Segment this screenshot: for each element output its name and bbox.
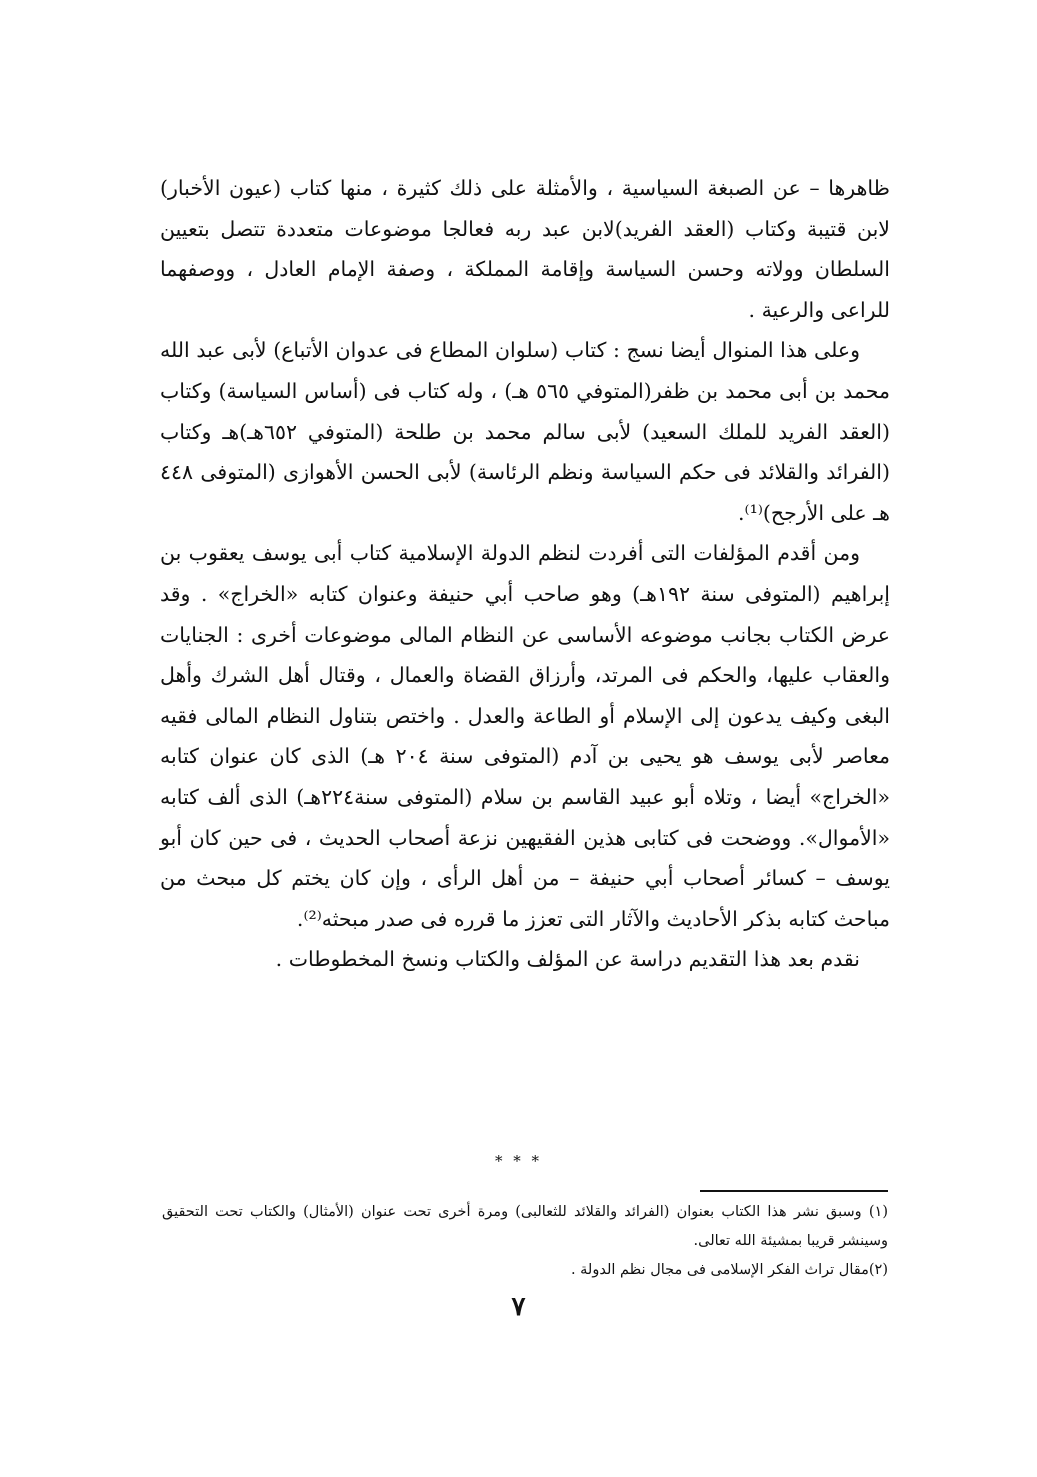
page-number: ٧ (511, 1292, 526, 1322)
footnotes (162, 1198, 888, 1285)
footnote-divider (700, 1190, 888, 1192)
paragraph-3: ومن أقدم المؤلفات التى أفردت لنظم الدولة الإسلامية كتاب أبى يوسف يعقوب بن إبراهيم (المتوفى سنة ١٩٢هـ) وهو صاحب أبي حنيفة وعنوان كتابه «الخراج» . وقد عرض الكتاب بجانب موضوعه الأساسى عن النظام المالى موضوعات أخرى : الجنايات والعقاب عليها، والحكم فى المرتد، وأرزاق القضاة والعمال ، وقتال أهل الشرك وأهل البغى وكيف يدعون إلى الإسلام أو الطاعة والعدل . واختص بتناول النظام المالى فقيه معاصر لأبى يوسف هو يحيى بن آدم (المتوفى سنة ٢٠٤ هـ) الذى كان عنوان كتابه «الخراج» أيضا ، وتلاه أبو عبيد القاسم بن سلام (المتوفى سنة٢٢٤هـ) الذى ألف كتابه «الأموال». ووضحت فى كتابى هذين الفقيهين نزعة أصحاب الحديث ، فى حين كان أبو يوسف – كسائر أصحاب أبي حنيفة – من أهل الرأى ، وإن كان يختم كل مبحث من مباحث كتابه بذكر الأحاديث والآثار التى تعزز ما قرره فى صدر مبحثه⁽²⁾. (160, 541, 890, 931)
paragraph-1: ظاهرها – عن الصبغة السياسية ، والأمثلة على ذلك كثيرة ، منها كتاب (عيون الأخبار) لابن قتيبة وكتاب (العقد الفريد)لابن عبد ربه فعالجا موضوعات متعددة تتصل بتعيين السلطان وولاته وحسن السياسة وإقامة المملكة ، وصفة الإمام العادل ، ووصفهما للراعى والرعية . (160, 176, 890, 322)
footnote-1: (١) وسبق نشر هذا الكتاب بعنوان (الفرائد والقلائد للثعالبى) ومرة أخرى تحت عنوان (الأمثال) والكتاب تحت التحقيق وسينشر قريبا بمشيئة الله تعالى. (162, 1204, 888, 1249)
section-separator: * * * (494, 1152, 543, 1170)
main-text (160, 168, 890, 980)
paragraph-2: وعلى هذا المنوال أيضا نسج : كتاب (سلوان المطاع فى عدوان الأتباع) لأبى عبد الله محمد بن أبى محمد بن ظفر(المتوفي ٥٦٥ هـ) ، وله كتاب فى (أساس السياسة) وكتاب (العقد الفريد للملك السعيد) لأبى سالم محمد بن طلحة (المتوفي ٦٥٢هـ)هـ وكتاب (الفرائد والقلائد فى حكم السياسة ونظم الرئاسة) لأبى الحسن الأهوازى (المتوفى ٤٤٨ هـ على الأرجح)⁽¹⁾. (160, 338, 890, 525)
closing-paragraph: نقدم بعد هذا التقديم دراسة عن المؤلف والكتاب ونسخ المخطوطات . (275, 947, 860, 972)
footnote-2: (٢)مقال تراث الفكر الإسلامى فى مجال نظم الدولة . (570, 1262, 888, 1278)
